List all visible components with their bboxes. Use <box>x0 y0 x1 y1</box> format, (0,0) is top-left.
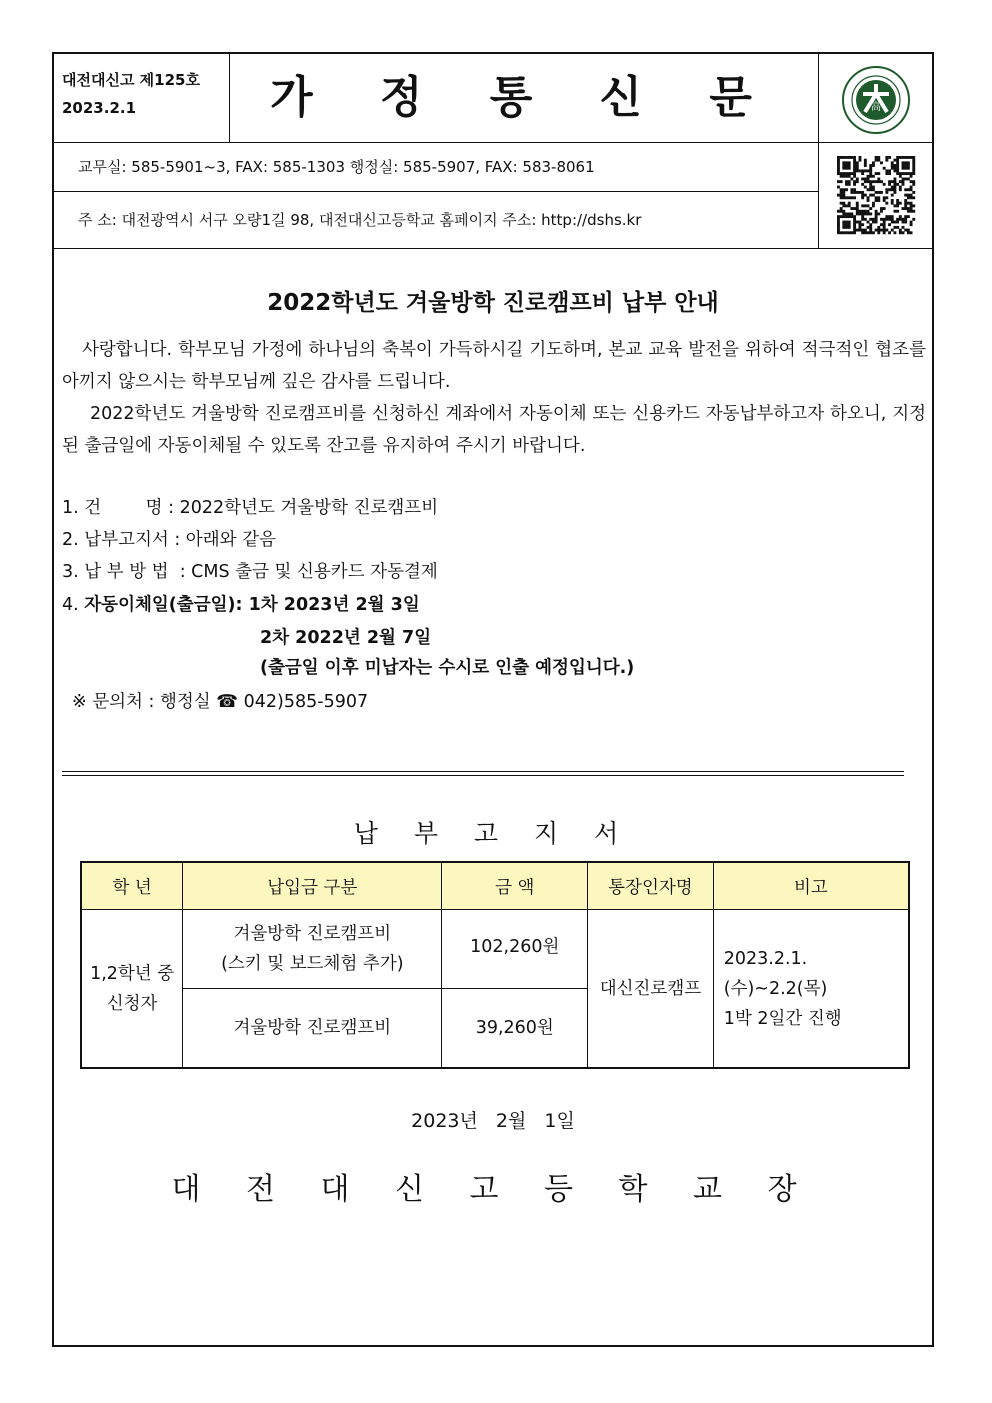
school-emblem-icon <box>819 54 933 142</box>
grade-cell: 1,2학년 중 신청자 <box>81 910 183 1069</box>
item2-amount: 39,260원 <box>442 989 588 1069</box>
item-withdrawal-date <box>62 589 420 621</box>
col-amount: 금 액 <box>442 862 588 910</box>
item-number: 4. <box>62 595 85 615</box>
phone-icon: ☎ <box>216 692 239 712</box>
issue-date: 2023.2.1 <box>62 99 137 117</box>
item-subject: 1. 건 명 : 2022학년도 겨울방학 진로캠프비 <box>62 498 439 518</box>
col-item: 납입금 구분 <box>183 862 442 910</box>
inquiry-phone: 042)585-5907 <box>238 692 369 712</box>
table-header-row <box>81 862 909 910</box>
account-name-cell: 대신진로캠프 <box>588 910 714 1069</box>
note-cell: 2023.2.1.(수)~2.2(목) 1박 2일간 진행 <box>713 910 909 1069</box>
inquiry-label: ※ 문의처 : 행정실 <box>72 692 217 712</box>
address-info: 주 소: 대전광역시 서구 오량1길 98, 대전대신고등학교 홈페이지 주소: http://dshs.kr <box>78 211 642 229</box>
col-note: 비고 <box>713 862 909 910</box>
principal-signature: 대 전 대 신 고 등 학 교 장 <box>171 1172 815 1207</box>
qr-code-icon <box>819 142 933 248</box>
school-logo-cell <box>818 54 933 142</box>
item-bill: 2. 납부고지서 : 아래와 같음 <box>62 530 276 550</box>
item-method: 3. 납 부 방 법 : CMS 출금 및 신용카드 자동결제 <box>62 562 438 582</box>
notice-title: 2022학년도 겨울방학 진로캠프비 납부 안내 <box>267 290 719 316</box>
withdrawal-note: (출금일 이후 미납자는 수시로 인출 예정입니다.) <box>260 658 635 678</box>
item1-name: 겨울방학 진로캠프비 (스키 및 보드체험 추가) <box>183 910 442 989</box>
qr-code-cell <box>818 142 933 248</box>
greeting-paragraph: 사랑합니다. 학부모님 가정에 하나님의 축복이 가득하시길 기도하며, 본교 교육 발전을 위하여 적극적인 협조를 아끼지 않으시는 학부모님께 깊은 감사를 드립니다. <box>62 340 926 392</box>
col-grade: 학 년 <box>81 862 183 910</box>
inquiry-line <box>72 686 368 718</box>
header-divider <box>54 248 932 249</box>
withdrawal-second: 2차 2022년 2월 7일 <box>260 628 432 648</box>
newsletter-header <box>54 54 932 143</box>
bill-table <box>80 861 910 1069</box>
col-account: 통장인자명 <box>588 862 714 910</box>
newsletter-title: 가 정 통 신 문 <box>270 72 778 123</box>
double-divider <box>62 771 904 776</box>
document-frame <box>52 52 934 1347</box>
table-row <box>81 910 909 989</box>
svg-text:高: 高 <box>871 102 881 113</box>
contact-info: 교무실: 585-5901~3, FAX: 585-1303 행정실: 585-5907, FAX: 583-8061 <box>54 142 818 192</box>
issue-box <box>54 54 230 142</box>
bill-title: 납 부 고 지 서 <box>353 819 633 848</box>
withdrawal-label: 자동이체일(출금일): <box>84 595 249 615</box>
item2-name: 겨울방학 진로캠프비 <box>183 989 442 1069</box>
item1-amount: 102,260원 <box>442 910 588 989</box>
issue-number: 대전대신고 제125호 <box>62 71 200 89</box>
issue-date-footer: 2023년 2월 1일 <box>411 1110 575 1132</box>
payment-paragraph: 2022학년도 겨울방학 진로캠프비를 신청하신 계좌에서 자동이체 또는 신용카드 자동납부하고자 하오니, 지정된 출금일에 자동이체될 수 있도록 잔고를 유지하여 주시기 바랍니다. <box>62 404 926 456</box>
withdrawal-first: 1차 2023년 2월 3일 <box>248 595 420 615</box>
